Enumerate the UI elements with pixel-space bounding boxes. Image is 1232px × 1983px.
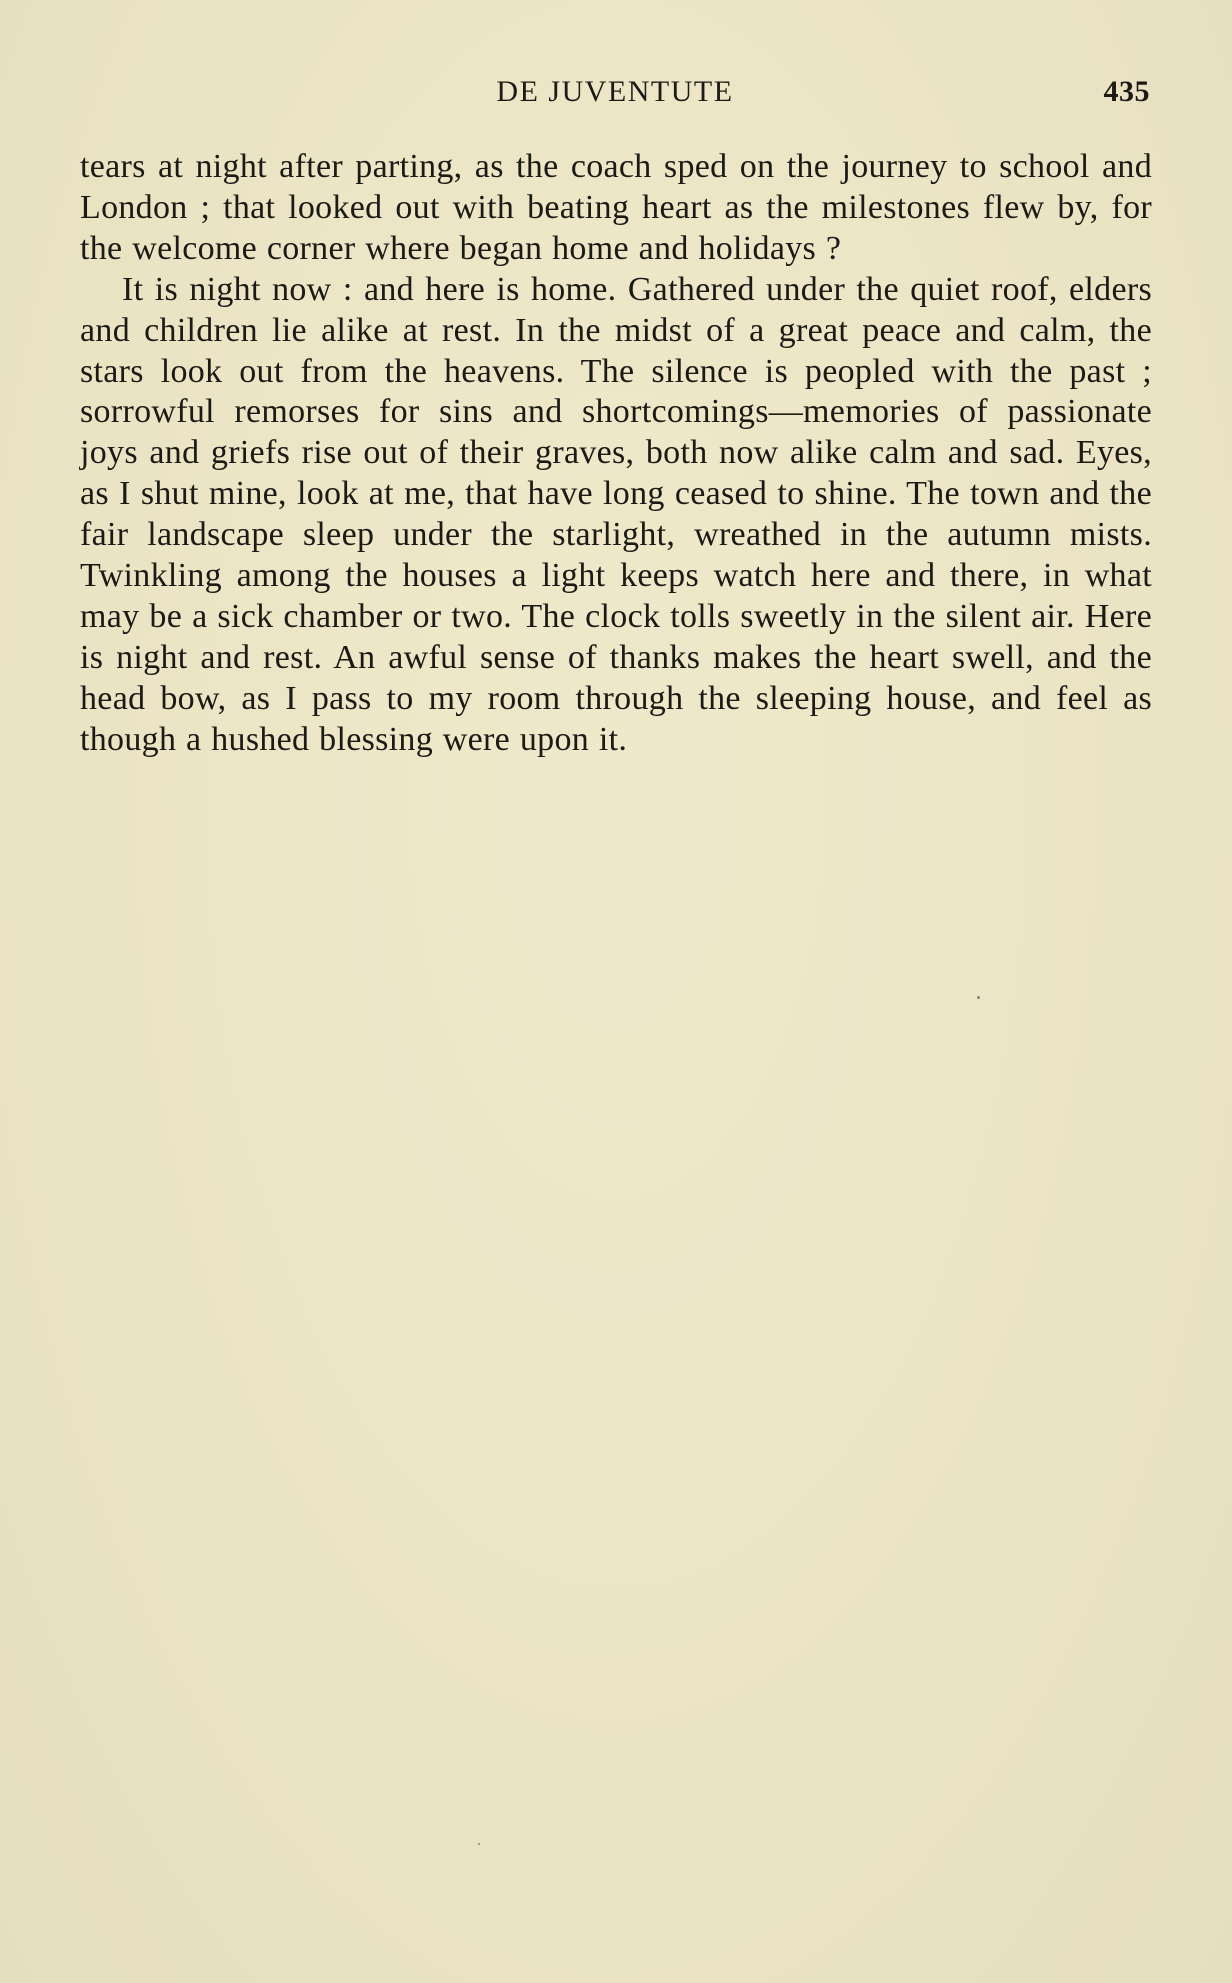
running-head	[80, 72, 1150, 112]
paragraph-continuation: tears at night after parting, as the coach sped on the journey to school and London ; that looked out with beating heart as the milestones flew by, for the welcome corner where began home and holidays ?	[80, 148, 1152, 267]
paper-speck	[977, 996, 980, 999]
paper-speck	[478, 1843, 480, 1845]
paragraph-night: It is night now : and here is home. Gathered under the quiet roof, elders and children lie alike at rest. In the midst of a great peace and calm, the stars look out from the heavens. The silence is peopled with the past ; sorrowful remorses for sins and shortcomings—memories of passionate joys and griefs rise out of their graves, both now alike calm and sad. Eyes, as I shut mine, look at me, that have long ceased to shine. The town and the fair landscape sleep under the starlight, wreathed in the autumn mists. Twinkling among the houses a light keeps watch here and there, in what may be a sick chamber or two. The clock tolls sweetly in the silent air. Here is night and rest. An awful sense of thanks makes the heart swell, and the head bow, as I pass to my room through the sleeping house, and feel as though a hushed blessing were upon it.	[80, 270, 1152, 758]
running-title: DE JUVENTUTE	[496, 75, 734, 108]
body-text	[80, 147, 1152, 761]
page-number: 435	[1103, 75, 1150, 108]
